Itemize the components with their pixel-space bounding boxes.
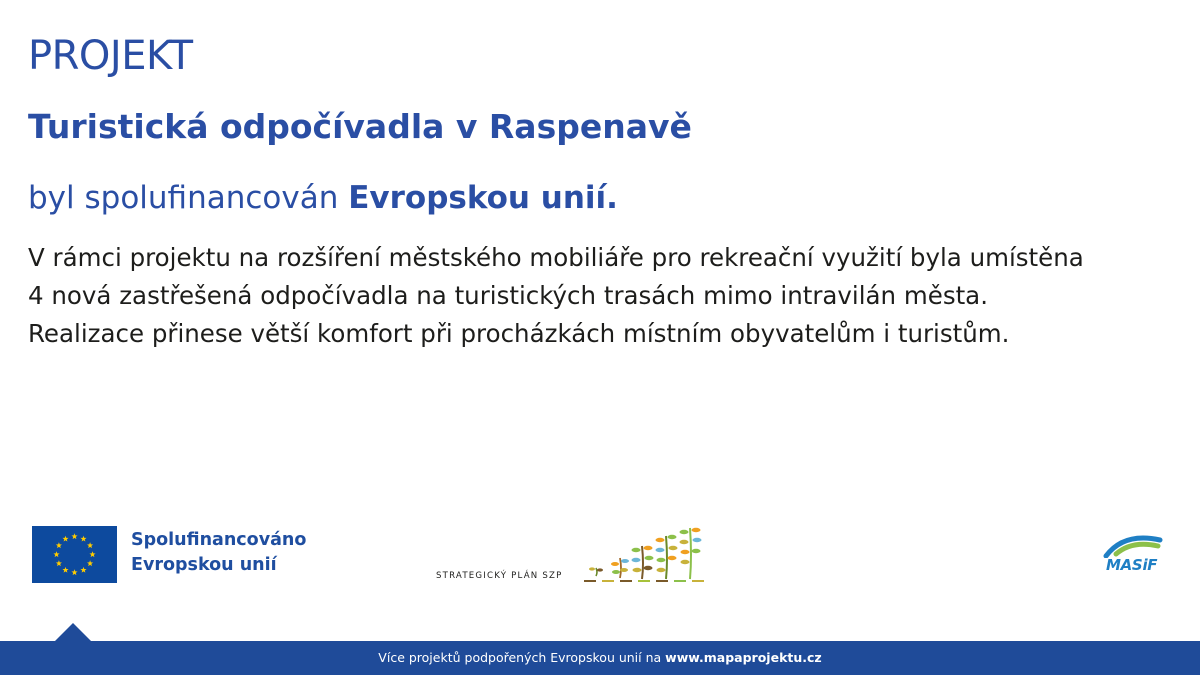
eu-flag-icon xyxy=(32,526,117,583)
cofinancing-statement xyxy=(28,180,618,217)
strategic-plan-logo xyxy=(436,520,726,590)
strategic-plan-text: STRATEGICKÝ PLÁN SZP xyxy=(436,571,563,581)
project-description xyxy=(28,239,1178,353)
cofinancing-eu: Evropskou unií. xyxy=(348,180,618,216)
eu-star-icon xyxy=(87,542,93,548)
eu-star-icon xyxy=(62,536,68,542)
description-line-1: V rámci projektu na rozšíření městského mobiliáře pro rekreační využití byla umístěna xyxy=(28,243,1084,272)
eu-logo-text xyxy=(131,528,306,578)
eu-star-icon xyxy=(56,560,62,566)
masif-text: MASiF xyxy=(1106,556,1158,574)
eu-star-icon xyxy=(71,569,77,575)
project-title: Turistická odpočívadla v Raspenavě xyxy=(28,107,692,146)
eu-star-icon xyxy=(80,536,86,542)
eu-logo-line-2: Evropskou unií xyxy=(131,555,277,575)
masif-logo xyxy=(1102,530,1164,578)
eu-logo-line-1: Spolufinancováno xyxy=(131,530,307,550)
eu-star-icon xyxy=(89,551,95,557)
footer-notch xyxy=(54,623,92,642)
eu-star-icon xyxy=(71,533,77,539)
page-label: PROJEKT xyxy=(28,33,193,79)
sprouting-plants-icon xyxy=(582,524,712,586)
eu-star-icon xyxy=(80,567,86,573)
footer-bar xyxy=(0,641,1200,675)
eu-star-icon xyxy=(56,542,62,548)
description-line-2: 4 nová zastřešená odpočívadla na turistických trasách mimo intravilán města. xyxy=(28,281,988,310)
cofinancing-prefix: byl spolufinancován xyxy=(28,180,339,216)
footer-link[interactable]: www.mapaprojektu.cz xyxy=(665,650,822,665)
footer-text: Více projektů podpořených Evropskou unií na xyxy=(378,650,662,665)
eu-star-icon xyxy=(62,567,68,573)
masif-arc-icon xyxy=(1102,530,1164,558)
eu-cofinancing-logo xyxy=(32,526,332,584)
eu-star-icon xyxy=(87,560,93,566)
description-line-3: Realizace přinese větší komfort při procházkách místním obyvatelům i turistům. xyxy=(28,319,1010,348)
eu-star-icon xyxy=(53,551,59,557)
